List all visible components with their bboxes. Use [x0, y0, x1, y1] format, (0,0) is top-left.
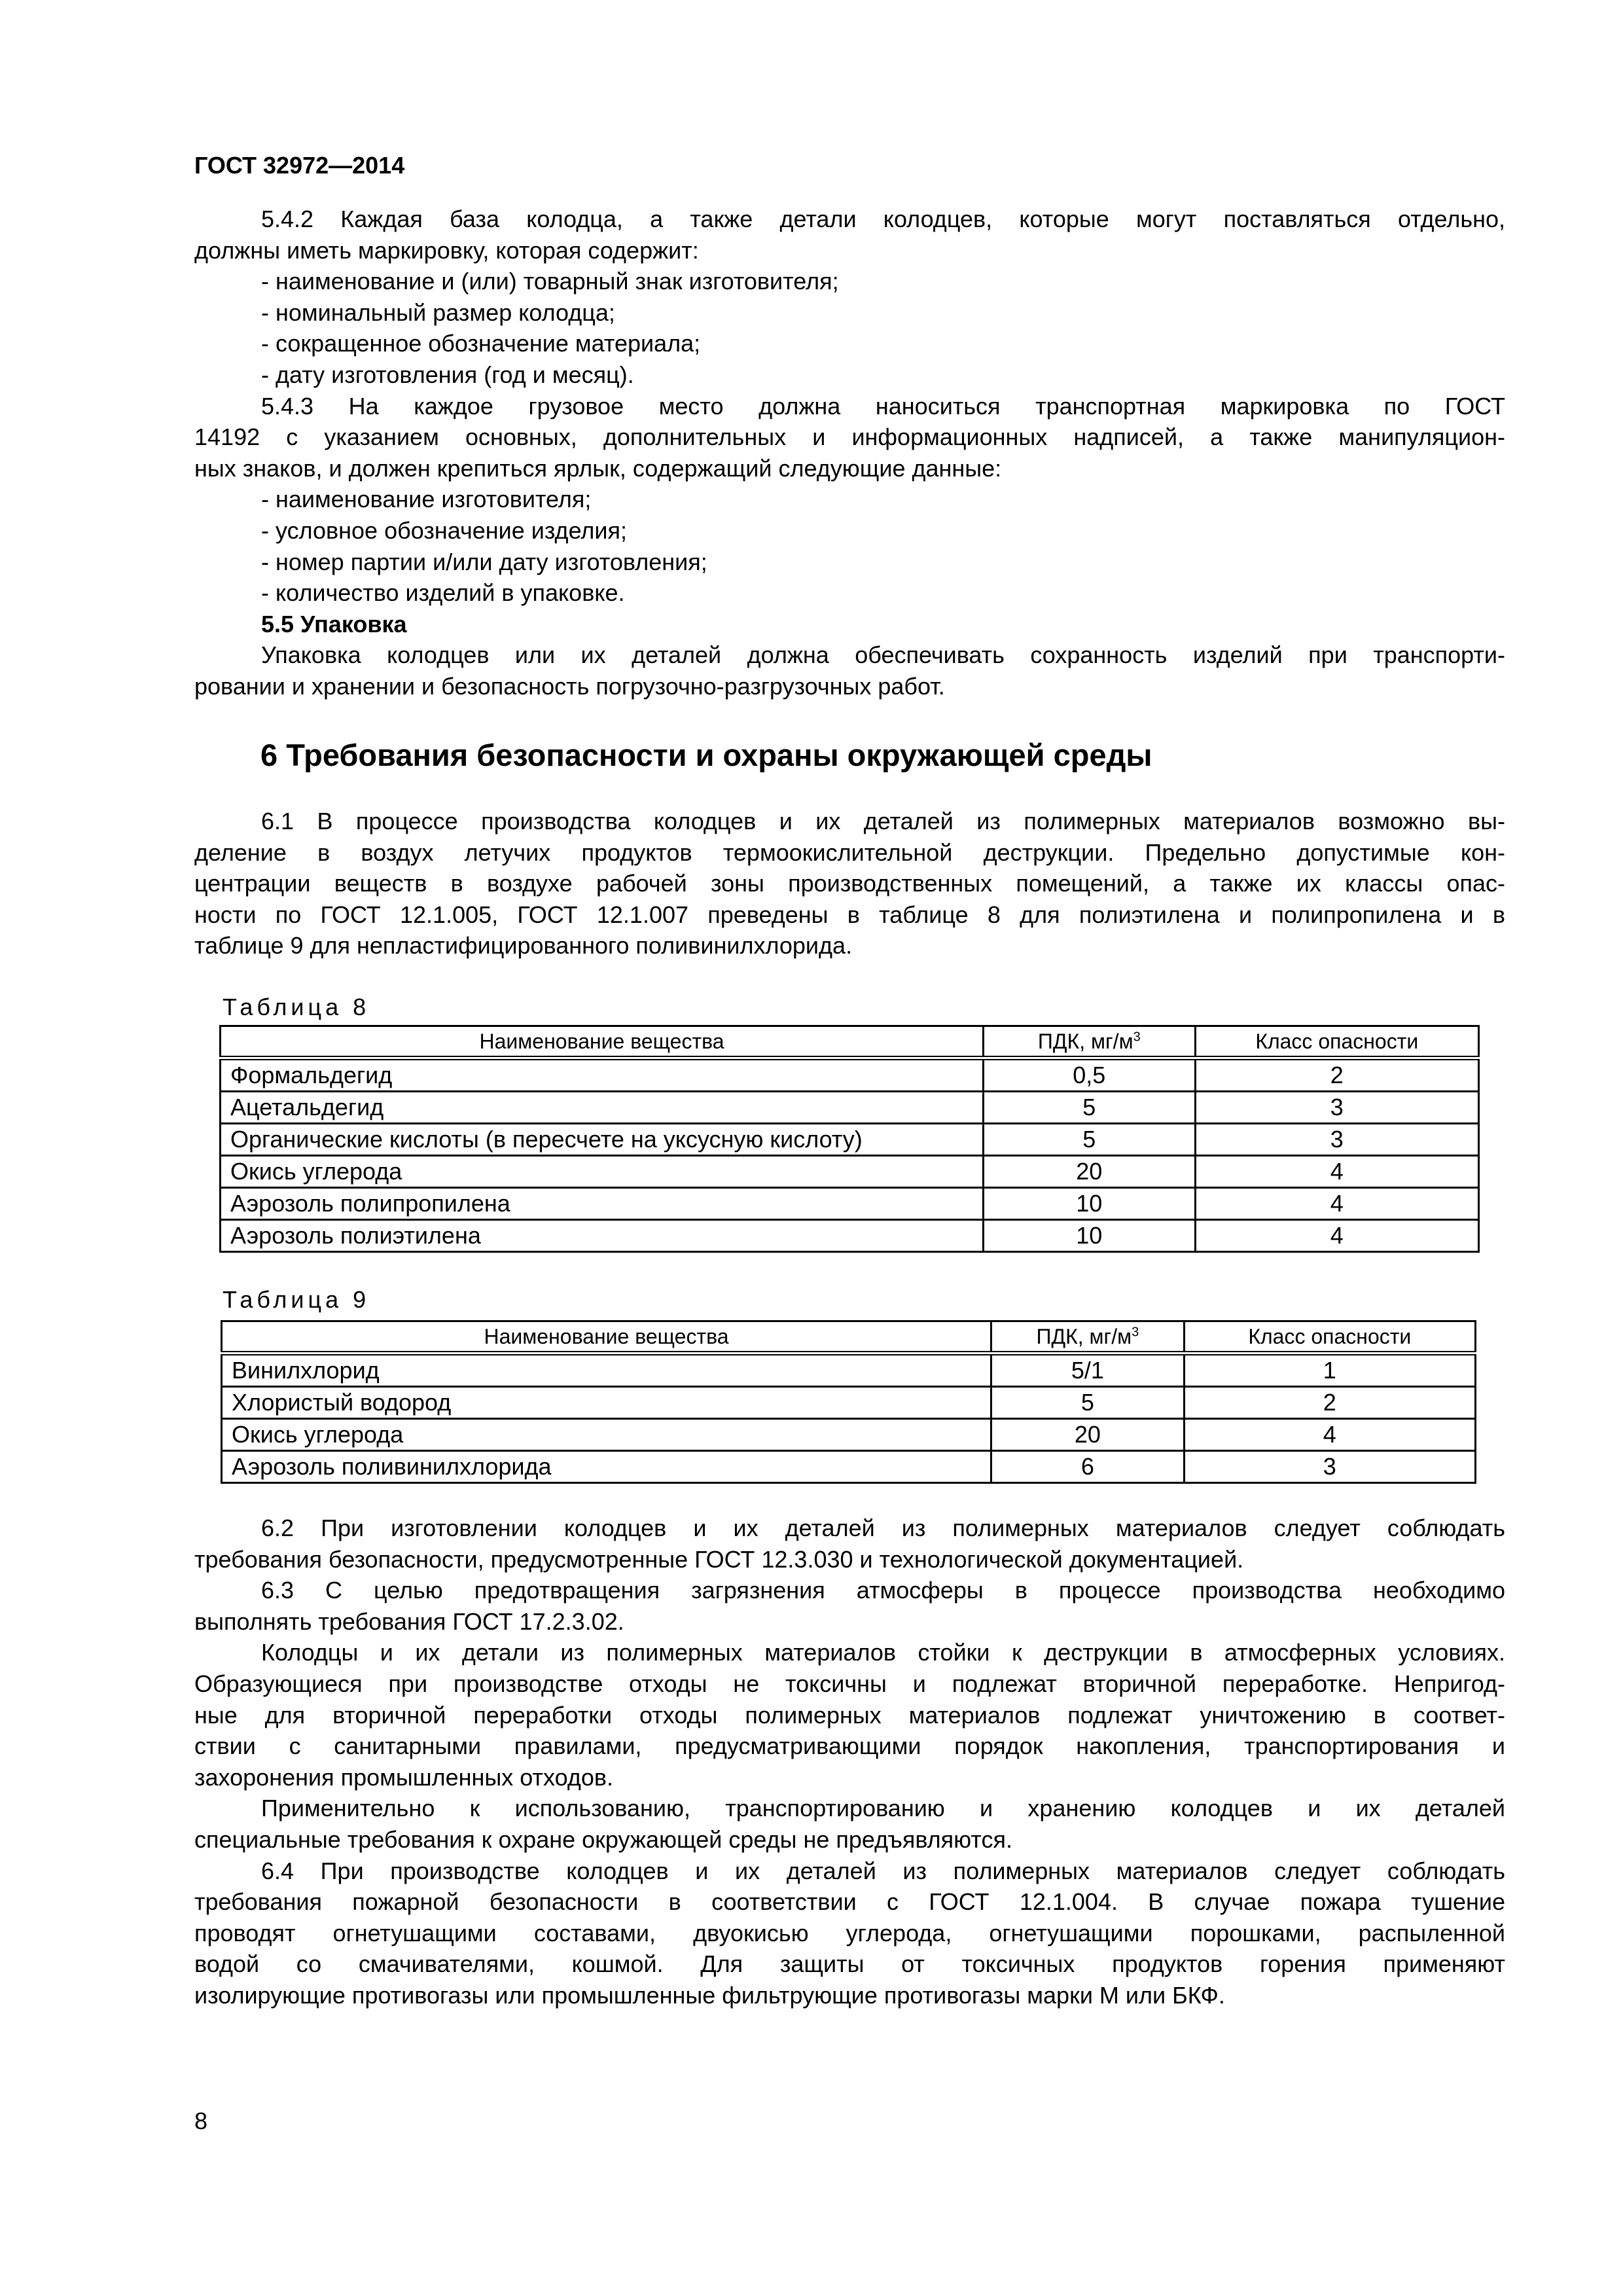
table-row: [221, 1220, 1479, 1252]
subsection-heading: 5.5 Упаковка: [261, 610, 407, 637]
unit-superscript: 3: [1132, 1324, 1139, 1339]
section-5-text: [194, 204, 1505, 702]
paragraph-line: 5.4.3 На каждое грузовое место должна наноситься транспортная маркировка по ГОСТ: [261, 392, 1505, 420]
column-header: [1184, 1321, 1475, 1354]
paragraph-line: требования пожарной безопасности в соответствии с ГОСТ 12.1.004. В случае пожара тушение: [194, 1888, 1505, 1916]
mac-value-cell: 0,5: [984, 1058, 1196, 1092]
hazard-class-cell: 2: [1184, 1387, 1475, 1419]
page-number: 8: [194, 2108, 208, 2134]
paragraph-line: ровании и хранении и безопасность погрузочно-разгрузочных работ.: [194, 672, 945, 700]
table-row: [221, 1058, 1479, 1092]
paragraph-line: выполнять требования ГОСТ 17.2.3.02.: [194, 1607, 624, 1635]
paragraph-line: - количество изделий в упаковке.: [261, 579, 625, 607]
paragraph-line: специальные требования к охране окружающей среды не предъявляются.: [194, 1825, 1012, 1853]
table-header-row: [222, 1321, 1476, 1354]
table-row: [221, 1124, 1479, 1156]
paragraph-line: - сокращенное обозначение материала;: [261, 330, 701, 357]
paragraph-line: водой со смачивателями, кошмой. Для защиты от токсичных продуктов горения применяют: [194, 1950, 1505, 1978]
mac-value-cell: 5: [991, 1387, 1185, 1419]
table-row: [221, 1188, 1479, 1220]
table-header-row: [221, 1026, 1479, 1058]
paragraph-line: 6.2 При изготовлении колодцев и их деталей из полимерных материалов следует соблюдать: [261, 1515, 1505, 1541]
column-header-label: ПДК, мг/м: [1036, 1324, 1132, 1348]
table-row: [221, 1092, 1479, 1124]
column-header-label: Наименование вещества: [484, 1324, 729, 1348]
paragraph-line: изолирующие противогазы или промышленные фильтрующие противогазы марки М или БКФ.: [194, 1981, 1225, 2009]
hazard-class-cell: 4: [1195, 1188, 1478, 1220]
paragraph-line: деление в воздух летучих продуктов термоокислительной деструкции. Предельно допустимые кон-: [194, 838, 1505, 866]
paragraph-line: ных знаков, и должен крепиться ярлык, содержащий следующие данные:: [194, 454, 1002, 482]
paragraph-line: таблице 9 для непластифицированного поливинилхлорида.: [194, 932, 853, 960]
mac-value-cell: 10: [984, 1220, 1196, 1252]
paragraph-line: ствии с санитарными правилами, предусматривающими порядок накопления, транспортирования и: [194, 1732, 1505, 1760]
paragraph-line: - условное обозначение изделия;: [261, 516, 628, 544]
table-row: [222, 1419, 1476, 1451]
mac-value-cell: 20: [991, 1419, 1185, 1451]
column-header-label: Класс опасности: [1248, 1324, 1412, 1348]
mac-value-cell: 10: [984, 1188, 1196, 1220]
paragraph-line: проводят огнетушащими составами, двуокисью углерода, огнетушащими порошками, распыленной: [194, 1919, 1505, 1946]
document-header: ГОСТ 32972—2014: [194, 152, 405, 179]
substance-name-cell: Ацетальдегид: [221, 1092, 984, 1124]
hazard-class-cell: 3: [1184, 1451, 1475, 1483]
table-9: [221, 1320, 1476, 1484]
column-header: [991, 1321, 1185, 1354]
paragraph-line: 6.4 При производстве колодцев и их деталей из полимерных материалов следует соблюдать: [261, 1857, 1505, 1884]
substance-name-cell: Аэрозоль поливинилхлорида: [222, 1451, 991, 1483]
mac-value-cell: 5: [984, 1092, 1196, 1124]
unit-superscript: 3: [1133, 1029, 1141, 1044]
hazard-class-cell: 4: [1184, 1419, 1475, 1451]
column-header: [984, 1026, 1196, 1058]
paragraph-line: центрации веществ в воздухе рабочей зоны производственных помещений, а также их классы опас-: [194, 870, 1505, 897]
table-9-caption: Таблица 9: [223, 1286, 370, 1313]
column-header: [1195, 1026, 1478, 1058]
paragraph-line: ные для вторичной переработки отходы полимерных материалов подлежат уничтожению в соответ-: [194, 1701, 1505, 1729]
column-header: [222, 1321, 991, 1354]
hazard-class-cell: 3: [1195, 1092, 1478, 1124]
paragraph-line: 5.4.2 Каждая база колодца, а также детали колодцев, которые могут поставляться отдельно,: [261, 206, 1505, 232]
column-header-label: Класс опасности: [1255, 1029, 1419, 1053]
hazard-class-cell: 4: [1195, 1156, 1478, 1188]
hazard-class-cell: 1: [1184, 1354, 1475, 1387]
mac-value-cell: 20: [984, 1156, 1196, 1188]
paragraph-line: - наименование и (или) товарный знак изготовителя;: [261, 268, 839, 295]
paragraph-line: ности по ГОСТ 12.1.005, ГОСТ 12.1.007 преведены в таблице 8 для полиэтилена и полипропилена и в: [194, 901, 1505, 928]
table-row: [222, 1354, 1476, 1387]
paragraph-line: Применительно к использованию, транспортированию и хранению колодцев и их деталей: [261, 1795, 1505, 1822]
paragraph-line: Упаковка колодцев или их деталей должна обеспечивать сохранность изделий при транспорти-: [261, 641, 1505, 669]
paragraph-line: требования безопасности, предусмотренные ГОСТ 12.3.030 и технологической документацией.: [194, 1545, 1244, 1573]
hazard-class-cell: 2: [1195, 1058, 1478, 1092]
substance-name-cell: Винилхлорид: [222, 1354, 991, 1387]
hazard-class-cell: 4: [1195, 1220, 1478, 1252]
paragraph-line: 14192 с указанием основных, дополнительных и информационных надписей, а также манипуляцион-: [194, 423, 1505, 451]
substance-name-cell: Окись углерода: [222, 1419, 991, 1451]
substance-name-cell: Аэрозоль полипропилена: [221, 1188, 984, 1220]
paragraph-line: 6.3 С целью предотвращения загрязнения атмосферы в процессе производства необходимо: [261, 1577, 1505, 1604]
section-6-2-6-4-text: [194, 1513, 1505, 2011]
substance-name-cell: Окись углерода: [221, 1156, 984, 1188]
mac-value-cell: 6: [991, 1451, 1185, 1483]
paragraph-line: захоронения промышленных отходов.: [194, 1763, 613, 1791]
paragraph-line: Колодцы и их детали из полимерных материалов стойки к деструкции в атмосферных условиях.: [261, 1639, 1505, 1666]
substance-name-cell: Хлористый водород: [222, 1387, 991, 1419]
table-row: [222, 1451, 1476, 1483]
paragraph-line: должны иметь маркировку, которая содержит:: [194, 236, 699, 264]
column-header-label: Наименование вещества: [479, 1029, 724, 1053]
substance-name-cell: Формальдегид: [221, 1058, 984, 1092]
table-row: [222, 1387, 1476, 1419]
paragraph-line: - номинальный размер колодца;: [261, 298, 615, 326]
section-6-title: 6 Требования безопасности и охраны окружающей среды: [260, 738, 1152, 772]
table-row: [221, 1156, 1479, 1188]
column-header-label: ПДК, мг/м: [1037, 1029, 1133, 1053]
section-6-1-text: [194, 806, 1505, 961]
paragraph-line: 6.1 В процессе производства колодцев и их деталей из полимерных материалов возможно вы-: [261, 808, 1505, 834]
mac-value-cell: 5/1: [991, 1354, 1185, 1387]
hazard-class-cell: 3: [1195, 1124, 1478, 1156]
paragraph-line: - дату изготовления (год и месяц).: [261, 361, 634, 388]
paragraph-line: - номер партии и/или дату изготовления;: [261, 548, 707, 575]
table-8: [219, 1025, 1480, 1253]
paragraph-line: Образующиеся при производстве отходы не токсичны и подлежат вторичной переработке. Непригод-: [194, 1670, 1505, 1697]
paragraph-line: - наименование изготовителя;: [261, 486, 592, 513]
substance-name-cell: Органические кислоты (в пересчете на уксусную кислоту): [221, 1124, 984, 1156]
column-header: [221, 1026, 984, 1058]
mac-value-cell: 5: [984, 1124, 1196, 1156]
table-8-caption: Таблица 8: [223, 994, 370, 1020]
substance-name-cell: Аэрозоль полиэтилена: [221, 1220, 984, 1252]
